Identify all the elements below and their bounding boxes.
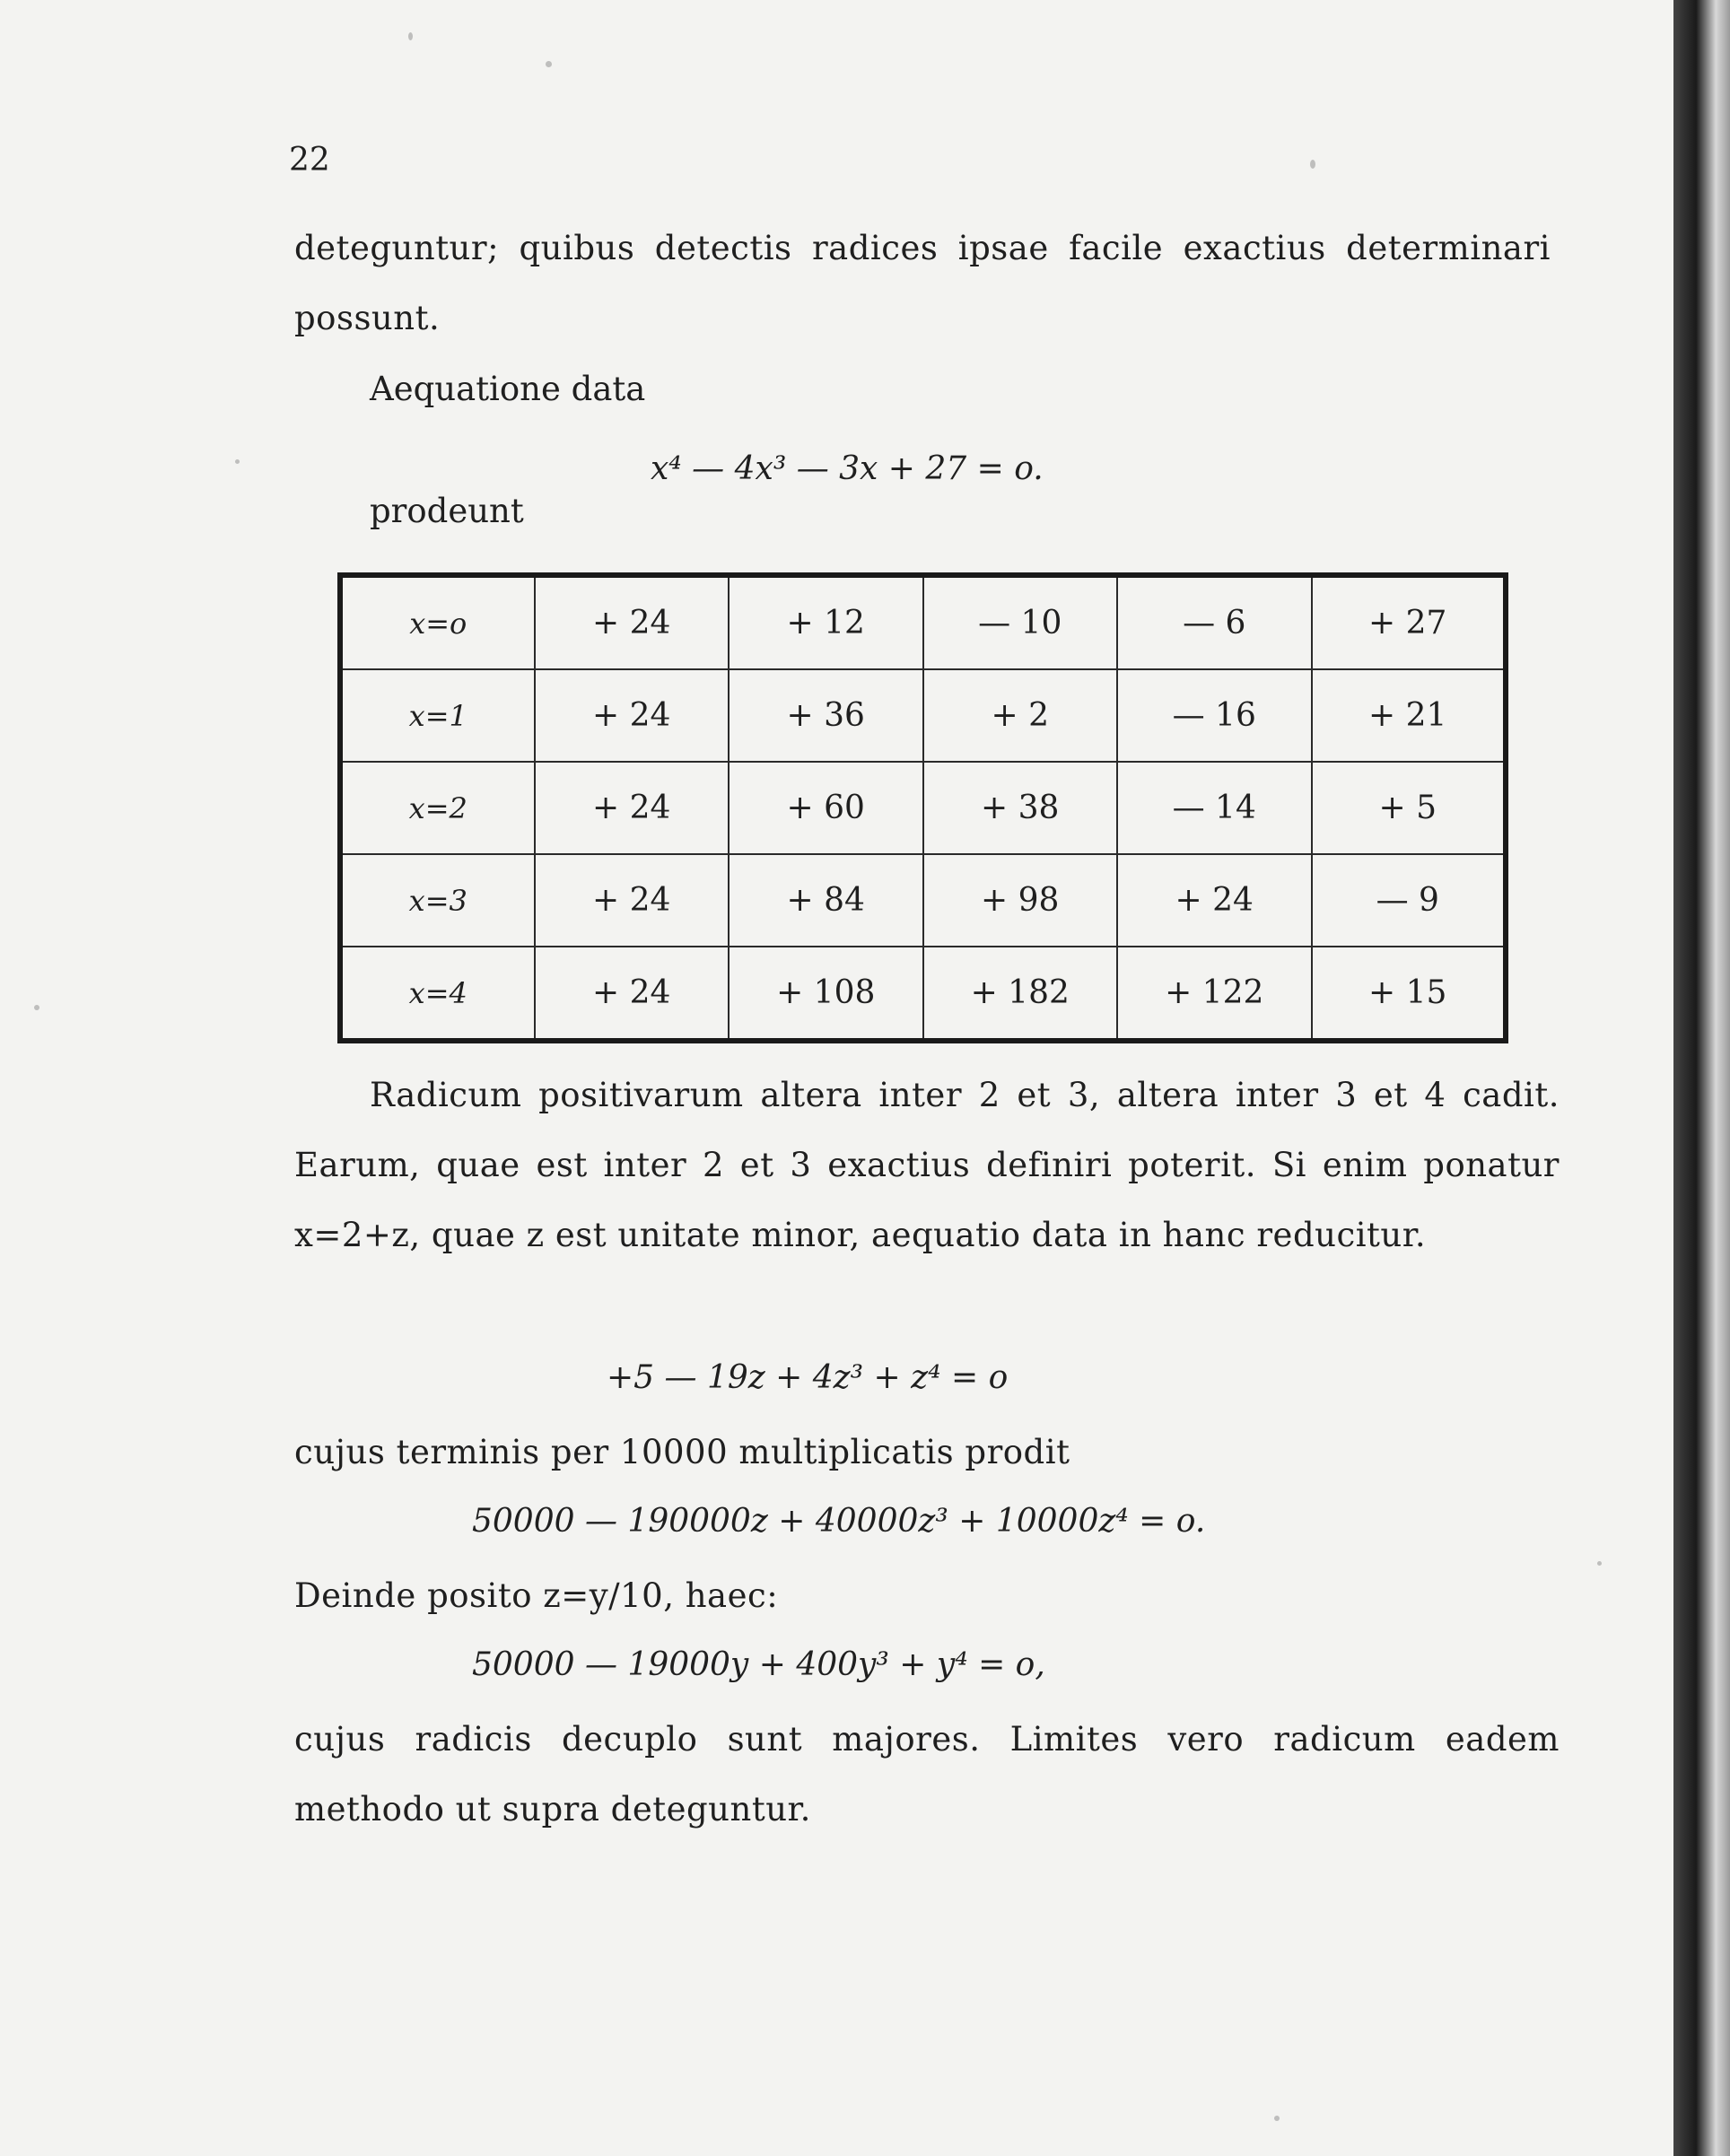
- table-cell: x=4: [340, 947, 535, 1041]
- paragraph-cujus-radicis: cujus radicis decuplo sunt majores. Limites vero radicum eadem methodo ut supra deteguntur.: [294, 1720, 1560, 1829]
- equation-y: 50000 — 19000y + 400y³ + y⁴ = o,: [472, 1646, 1045, 1683]
- paper-speck: [1274, 2116, 1280, 2121]
- equation-z: +5 — 19z + 4z³ + z⁴ = o: [607, 1359, 1009, 1396]
- table-cell: + 5: [1312, 762, 1507, 854]
- table-cell: — 9: [1312, 854, 1507, 947]
- table-row: [340, 854, 1506, 947]
- aequatione-data-label: Aequatione data: [370, 370, 646, 408]
- table-cell: + 24: [535, 575, 730, 669]
- values-table: [337, 572, 1508, 1043]
- table-cell: + 182: [923, 947, 1118, 1041]
- page-number: 22: [289, 142, 330, 179]
- paper-speck: [546, 61, 552, 67]
- table-cell: — 16: [1117, 669, 1312, 762]
- paper-speck: [408, 32, 413, 40]
- table-cell: + 24: [1117, 854, 1312, 947]
- table-cell: + 108: [729, 947, 923, 1041]
- table-row: [340, 947, 1506, 1041]
- paragraph-cujus-terminis: cujus terminis per 10000 multiplicatis prodit: [294, 1433, 1070, 1471]
- table-cell: + 21: [1312, 669, 1507, 762]
- table-cell: + 98: [923, 854, 1118, 947]
- table-row: [340, 575, 1506, 669]
- table-cell: + 60: [729, 762, 923, 854]
- equation-multiplied: 50000 — 190000z + 40000z³ + 10000z⁴ = o.: [472, 1503, 1206, 1540]
- table-cell: + 36: [729, 669, 923, 762]
- paragraph-deteguntur: deteguntur; quibus detectis radices ipsae facile exactius determinari possunt.: [294, 229, 1551, 337]
- book-spine: [1673, 0, 1730, 2156]
- table-row: [340, 669, 1506, 762]
- paper-speck: [235, 459, 240, 464]
- table-cell: + 27: [1312, 575, 1507, 669]
- table-cell: x=3: [340, 854, 535, 947]
- table-cell: — 14: [1117, 762, 1312, 854]
- paragraph-deinde: Deinde posito z=y/10, haec:: [294, 1576, 779, 1615]
- table-cell: — 6: [1117, 575, 1312, 669]
- table-cell: + 122: [1117, 947, 1312, 1041]
- table-cell: + 24: [535, 762, 730, 854]
- table-cell: + 24: [535, 947, 730, 1041]
- paper-speck: [1310, 160, 1315, 169]
- paper-speck: [1597, 1561, 1602, 1566]
- table-cell: + 15: [1312, 947, 1507, 1041]
- table-cell: — 10: [923, 575, 1118, 669]
- table-cell: x=2: [340, 762, 535, 854]
- table-cell: + 38: [923, 762, 1118, 854]
- paper-speck: [34, 1005, 39, 1010]
- table-cell: + 2: [923, 669, 1118, 762]
- table-cell: + 12: [729, 575, 923, 669]
- table-cell: + 24: [535, 669, 730, 762]
- equation-quartic: x⁴ — 4x³ — 3x + 27 = o.: [651, 450, 1044, 487]
- table-cell: + 84: [729, 854, 923, 947]
- table-row: [340, 762, 1506, 854]
- table-cell: + 24: [535, 854, 730, 947]
- table-cell: x=1: [340, 669, 535, 762]
- table-cell: x=o: [340, 575, 535, 669]
- paragraph-radicum: Radicum positivarum altera inter 2 et 3, altera inter 3 et 4 cadit. Earum, quae est inter 2 et 3 exactius definiri poterit. Si enim ponatur x=2+z, quae z est unitate minor, aequatio data in hanc reducitur.: [294, 1076, 1560, 1254]
- prodeunt-label: prodeunt: [370, 492, 524, 530]
